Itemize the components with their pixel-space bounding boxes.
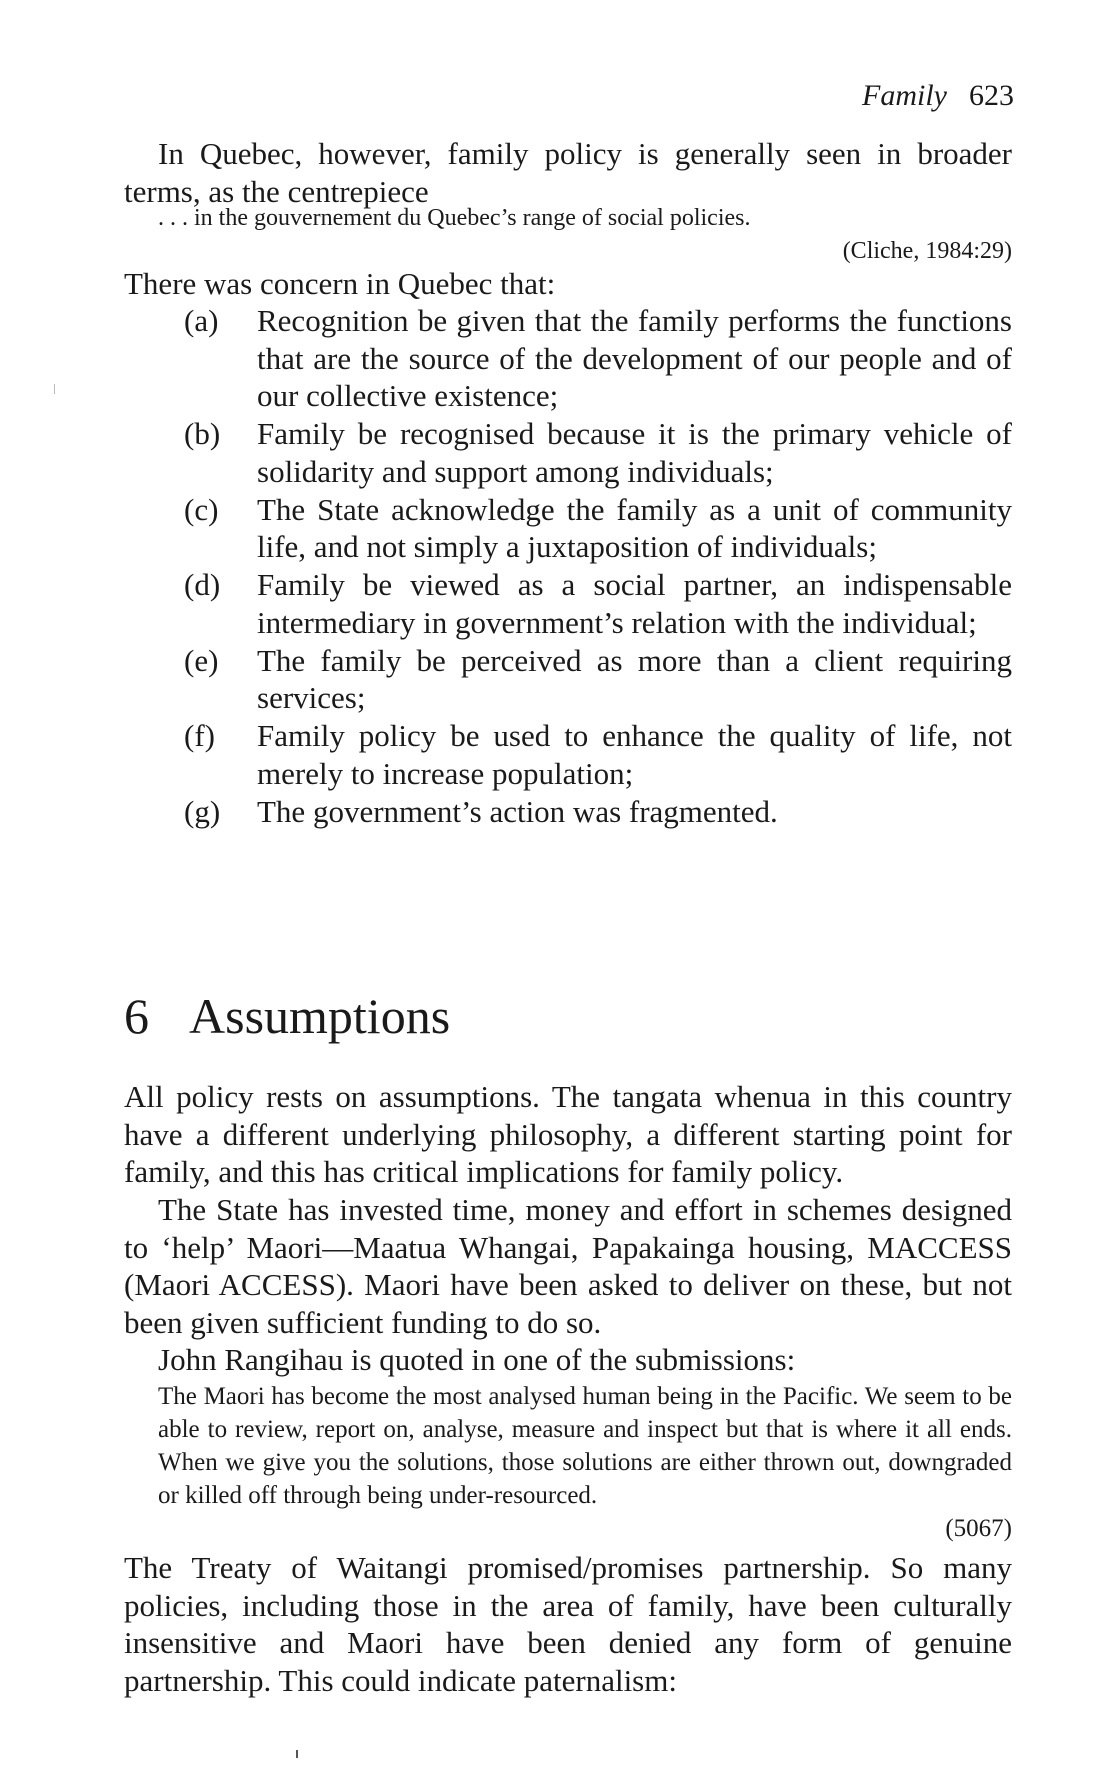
list-item: [124, 566, 1012, 641]
margin-mark: [54, 384, 55, 394]
paragraph-3: John Rangihau is quoted in one of the submissions:: [158, 1342, 796, 1377]
block-quote: The Maori has become the most analysed human being in the Pacific. We seem to be able to review, report on, analyse, measure and inspect but that is where it all ends. When we give you the solutions, those solutions are either thrown out, downgraded or killed off through being under-resourced.: [158, 1383, 1012, 1509]
list-marker: (b): [184, 416, 221, 451]
list-marker: (a): [184, 303, 219, 338]
paragraph-1: All policy rests on assumptions. The tangata whenua in this country have a different underlying philosophy, a different starting point for family, and this has critical implications for family policy.: [124, 1079, 1012, 1189]
list-item: [124, 717, 1012, 792]
list-item: [124, 793, 1012, 831]
list-item-text: The State acknowledge the family as a unit of community life, and not simply a juxtaposition of individuals;: [257, 491, 1012, 564]
section-heading: [124, 986, 450, 1046]
concern-lead: There was concern in Quebec that:: [124, 266, 556, 301]
paragraph-2: The State has invested time, money and effort in schemes designed to ‘help’ Maori—Maatua Whangai, Papakainga housing, MACCESS (Maori ACCESS). Maori have been asked to deliver on these, but not been given sufficient funding to do so.: [124, 1192, 1012, 1340]
block-quote-ref: (5067): [945, 1515, 1012, 1542]
section-number: 6: [124, 988, 149, 1044]
list-item-text: Family be viewed as a social partner, an indispensable intermediary in government’s relation with the individual;: [257, 567, 1012, 640]
list-item-text: Family policy be used to enhance the quality of life, not merely to increase population;: [257, 718, 1012, 791]
intro-paragraph: In Quebec, however, family policy is generally seen in broader terms, as the centrepiece: [124, 136, 1012, 209]
list-item: [124, 415, 1012, 490]
list-marker: (f): [184, 718, 215, 753]
list-marker: (g): [184, 793, 221, 829]
list-marker: (d): [184, 567, 221, 602]
list-item-text: The family be perceived as more than a client requiring services;: [257, 642, 1012, 715]
list-item-text: Recognition be given that the family performs the functions that are the source of the development of our people and of our collective existence;: [257, 303, 1012, 413]
section-title: Assumptions: [189, 988, 451, 1044]
list-item: [124, 642, 1012, 717]
list-item: [124, 302, 1012, 415]
paragraph-4: The Treaty of Waitangi promised/promises partnership. So many policies, including those in the area of family, have been culturally insensitive and Maori have been denied any form of genuine partnership. This could indicate paternalism:: [124, 1550, 1012, 1698]
intro-citation: (Cliche, 1984:29): [842, 238, 1012, 264]
concern-list: [124, 302, 1012, 831]
list-item: [124, 491, 1012, 566]
running-head-section: Family: [862, 79, 947, 112]
intro-quote: . . . in the gouvernement du Quebec’s range of social policies.: [158, 205, 751, 231]
stray-mark: [296, 1750, 298, 1758]
list-item-text: The government’s action was fragmented.: [257, 793, 778, 829]
page-number: 623: [969, 79, 1014, 112]
running-head: [862, 78, 1014, 114]
list-item-text: Family be recognised because it is the primary vehicle of solidarity and support among individuals;: [257, 416, 1012, 489]
list-marker: (c): [184, 491, 219, 527]
list-marker: (e): [184, 642, 219, 678]
